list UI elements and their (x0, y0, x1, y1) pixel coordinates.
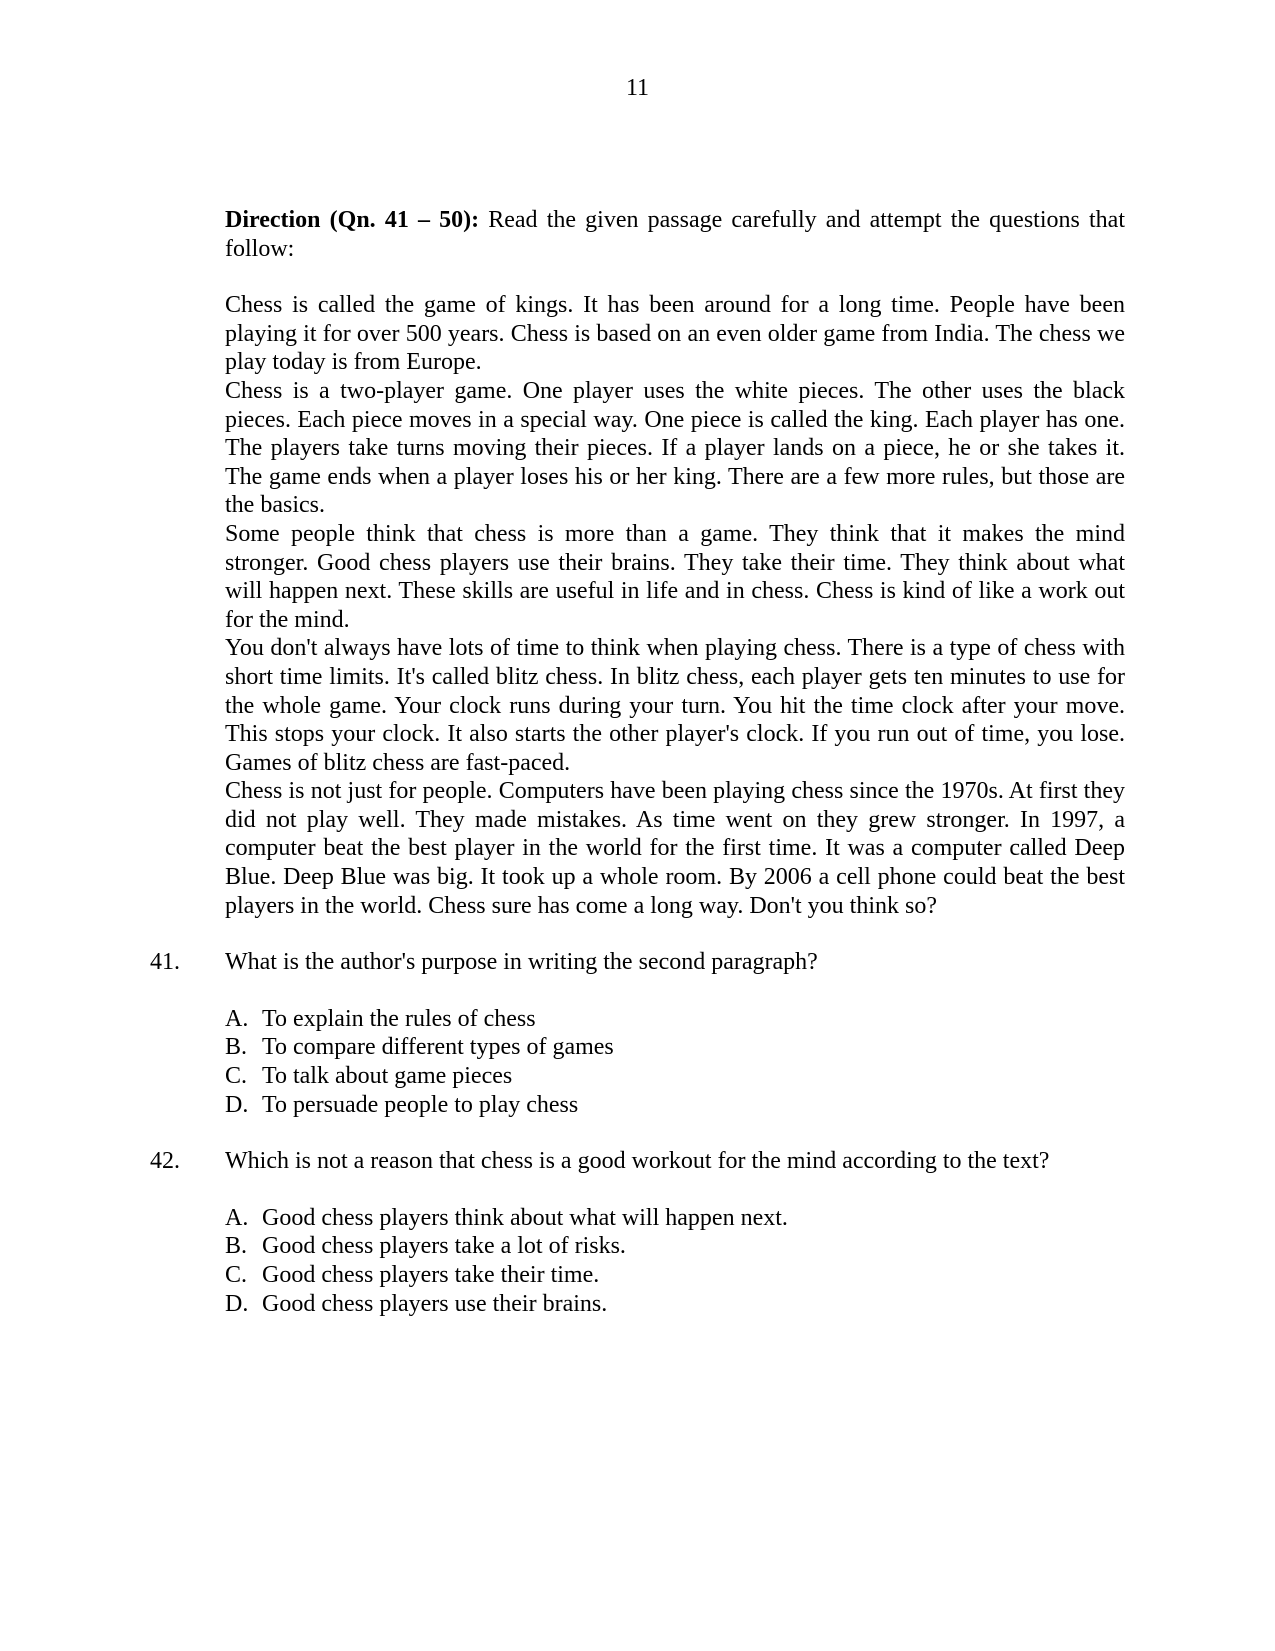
answer-options (225, 1005, 1125, 1119)
option-letter: A. (225, 1204, 249, 1231)
question-41 (150, 948, 1125, 1119)
direction-instruction (225, 206, 1125, 263)
option-text: Good chess players use their brains. (262, 1290, 608, 1317)
question-42 (150, 1147, 1125, 1318)
option-text: To talk about game pieces (262, 1063, 513, 1090)
direction-text: Read the given passage carefully and attempt the questions that follow: (225, 207, 1125, 262)
reading-passage (225, 291, 1125, 920)
option-c (225, 1261, 1125, 1290)
option-text: To explain the rules of chess (262, 1005, 536, 1032)
answer-options (225, 1204, 1125, 1318)
option-a (225, 1204, 1125, 1233)
page-number: 11 (625, 75, 650, 101)
option-letter: A. (225, 1005, 249, 1032)
option-b (225, 1232, 1125, 1261)
option-text: Good chess players think about what will happen next. (262, 1204, 788, 1231)
passage-paragraph-4: You don't always have lots of time to think when playing chess. There is a type of chess with short time limits. It's called blitz chess. In blitz chess, each player gets ten minutes to use for the whole game. Your clock runs during your turn. You hit the time clock after your move. This stops your clock. It also starts the other player's clock. If you run out of time, you lose. Games of blitz chess are fast-paced. (225, 635, 1125, 776)
option-letter: C. (225, 1262, 248, 1288)
option-letter: B. (225, 1233, 248, 1260)
option-letter: D. (225, 1290, 249, 1317)
option-text: Good chess players take their time. (262, 1262, 600, 1288)
question-number: 41. (150, 949, 180, 976)
passage-paragraph-5: Chess is not just for people. Computers have been playing chess since the 1970s. At first they did not play well. They made mistakes. As time went on they grew stronger. In 1997, a computer beat the best player in the world for the first time. It was a computer called Deep Blue. Deep Blue was big. It took up a whole room. By 2006 a cell phone could beat the best players in the world. Chess sure has come a long way. Don't you think so? (225, 778, 1125, 919)
question-text: Which is not a reason that chess is a good workout for the mind according to the text? (225, 1148, 1050, 1175)
passage-paragraph-3: Some people think that chess is more than a game. They think that it makes the mind stronger. Good chess players use their brains. They take their time. They think about what will happen next. These skills are useful in life and in chess. Chess is kind of like a work out for the mind. (225, 520, 1125, 633)
direction-label: Direction (Qn. 41 – 50): (225, 207, 480, 233)
passage-paragraph-2: Chess is a two-player game. One player uses the white pieces. The other uses the black pieces. Each piece moves in a special way. One piece is called the king. Each player has one. The players take turns moving their pieces. If a player lands on a piece, he or she takes it. The game ends when a player loses his or her king. There are a few more rules, but those are the basics. (225, 377, 1125, 519)
option-text: To persuade people to play chess (262, 1091, 579, 1118)
page-content (150, 206, 1125, 1318)
option-letter: B. (225, 1034, 248, 1061)
option-text: To compare different types of games (262, 1034, 614, 1061)
option-a (225, 1005, 1125, 1034)
option-d (225, 1290, 1125, 1319)
option-text: Good chess players take a lot of risks. (262, 1233, 626, 1260)
option-d (225, 1091, 1125, 1120)
passage-paragraph-1: Chess is called the game of kings. It has been around for a long time. People have been playing it for over 500 years. Chess is based on an even older game from India. The chess we play today is from Europe. (225, 292, 1125, 376)
question-text: What is the author's purpose in writing the second paragraph? (225, 949, 818, 976)
option-letter: C. (225, 1063, 248, 1090)
option-letter: D. (225, 1091, 249, 1118)
option-b (225, 1033, 1125, 1062)
option-c (225, 1062, 1125, 1091)
question-number: 42. (150, 1148, 180, 1175)
